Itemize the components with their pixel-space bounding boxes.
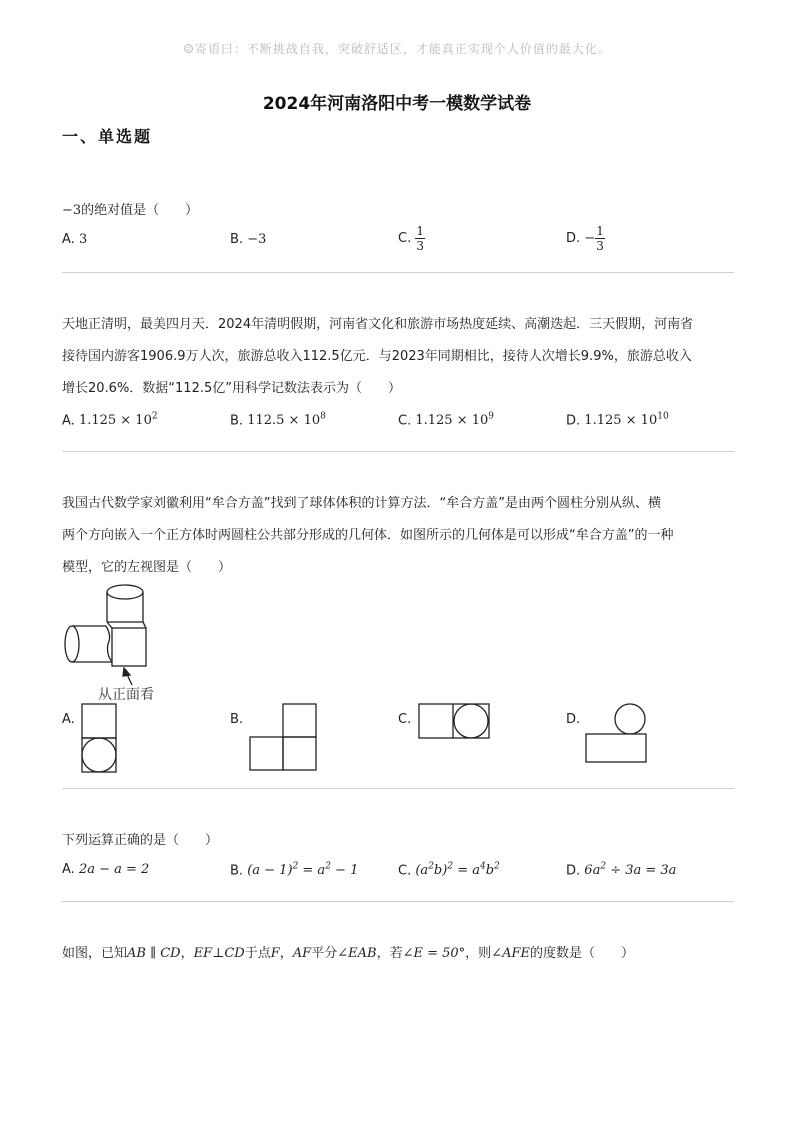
option-value: $1.125 \times 10^2$ (78, 412, 158, 429)
option-value: $(a - 1)^2 = a^2 - 1$ (247, 862, 359, 879)
q5-text: 如图，已知 (62, 946, 128, 961)
fraction-denominator: 3 (596, 239, 604, 253)
q5-math: F (270, 946, 280, 961)
q3-option-c[interactable] (398, 712, 411, 727)
q3-line: 模型，它的左视图是（ ） (62, 560, 232, 575)
option-label: A. (62, 413, 75, 429)
option-label: C. (398, 231, 412, 246)
q5-math: AB ∥ CD (127, 946, 181, 961)
q2-line: 天地正清明，最美四月天．2024年清明假期，河南省文化和旅游市场热度延续、高潮迭起．三天假期，河南省 (62, 317, 694, 332)
q1-option-a[interactable] (62, 232, 87, 247)
option-value: $6a^2 \div 3a = 3a$ (584, 862, 677, 879)
q4-stem-text: 下列运算正确的是（ ） (62, 833, 219, 848)
section-heading: 一、单选题 (62, 127, 153, 146)
q5-math: ∠EAB (337, 946, 377, 961)
q2-line: 接待国内游客1906.9万人次，旅游总收入112.5亿元．与2023年同期相比，接待人次增长9.9%，旅游总收入 (62, 349, 692, 364)
q1-option-c[interactable] (398, 224, 425, 253)
q2-line: 增长20.6%．数据“112.5亿”用科学记数法表示为（ ） (62, 381, 401, 396)
option-label: D. (566, 712, 581, 727)
divider (62, 451, 734, 452)
option-value: 2a − a = 2 (78, 862, 150, 877)
q4-option-c[interactable] (398, 862, 500, 878)
question-1-options (62, 224, 734, 262)
q4-option-b[interactable] (230, 862, 358, 878)
q5-text: 于点 (244, 946, 271, 961)
q3-option-c-figure (417, 702, 493, 742)
option-label: A. (62, 862, 75, 877)
q1-option-b[interactable] (230, 232, 266, 247)
option-label: B. (230, 413, 244, 429)
q5-math: ∠E = 50° (402, 946, 466, 961)
q5-math: AF (292, 946, 312, 961)
question-2-stem (62, 309, 734, 405)
q3-option-b[interactable] (230, 712, 243, 727)
option-label: A. (62, 232, 75, 247)
question-1-stem (62, 195, 734, 227)
q1-option-d[interactable] (566, 224, 605, 253)
fraction (595, 224, 605, 253)
vertical-cylinder (107, 585, 143, 622)
question-3-stem (62, 488, 734, 584)
question-5-stem (62, 938, 734, 970)
q1-stem-text: 的绝对值是（ ） (81, 203, 199, 218)
page-title: 2024年河南洛阳中考一模数学试卷 (262, 94, 532, 114)
q3-option-a[interactable] (62, 712, 75, 727)
option-value: $1.125 \times 10^9$ (415, 412, 495, 429)
fraction (415, 224, 425, 253)
q5-text: ， (180, 946, 194, 961)
minus-sign: − (584, 231, 596, 246)
option-label: A. (62, 712, 75, 727)
option-label: C. (398, 712, 412, 727)
q5-text: ，若 (376, 946, 403, 961)
question-2-options (62, 412, 734, 442)
q4-option-d[interactable] (566, 862, 676, 878)
option-label: D. (566, 863, 581, 879)
q5-text: 的度数是（ ） (529, 946, 634, 961)
option-value: $(a^2b)^2 = a^4b^2$ (415, 862, 500, 879)
option-label: C. (398, 413, 412, 429)
q5-math: EF⊥CD (193, 946, 245, 961)
question-4-options (62, 862, 734, 892)
option-label: B. (230, 863, 244, 879)
divider (62, 901, 734, 902)
q3-line: 两个方向嵌入一个正方体时两圆柱公共部分形成的几何体．如图所示的几何体是可以形成“牟合方盖”的一种 (62, 528, 674, 543)
fraction-numerator: 1 (596, 224, 604, 238)
option-label: B. (230, 232, 244, 247)
q5-text: ， (279, 946, 293, 961)
option-label: D. (566, 413, 581, 429)
q2-option-a[interactable] (62, 412, 158, 428)
q1-stem-math: −3 (62, 203, 82, 218)
option-value: −3 (247, 232, 267, 247)
figure-caption: 从正面看 (98, 687, 154, 703)
q2-option-b[interactable] (230, 412, 326, 428)
q3-option-d-figure (584, 702, 650, 766)
question-4-stem (62, 825, 734, 857)
option-value: $112.5 \times 10^8$ (247, 412, 326, 429)
q3-option-d[interactable] (566, 712, 580, 727)
q5-math: ∠AFE (491, 946, 530, 961)
q2-option-c[interactable] (398, 412, 494, 428)
option-label: D. (566, 231, 581, 246)
view-arrow (123, 668, 132, 685)
fraction-denominator: 3 (416, 239, 424, 253)
option-value: $1.125 \times 10^{10}$ (584, 412, 669, 429)
q5-text: ，则 (465, 946, 492, 961)
q2-option-d[interactable] (566, 412, 669, 428)
option-label: B. (230, 712, 244, 727)
option-value: 3 (78, 232, 88, 247)
motto-watermark: ☺寄语曰：不断挑战自我，突破舒适区，才能真正实现个人价值的最大化。 (183, 42, 611, 56)
divider (62, 272, 734, 273)
option-label: C. (398, 863, 412, 879)
q3-line: 我国古代数学家刘徽利用“牟合方盖”找到了球体体积的计算方法．“牟合方盖”是由两个圆柱分别从纵、横 (62, 496, 661, 511)
q5-text: 平分 (311, 946, 338, 961)
divider (62, 788, 734, 789)
horizontal-cylinder (65, 626, 112, 662)
q3-option-b-figure (248, 702, 320, 774)
q3-option-a-figure (80, 702, 120, 776)
fraction-numerator: 1 (416, 224, 424, 238)
cube (107, 622, 146, 666)
q4-option-a[interactable] (62, 862, 149, 877)
